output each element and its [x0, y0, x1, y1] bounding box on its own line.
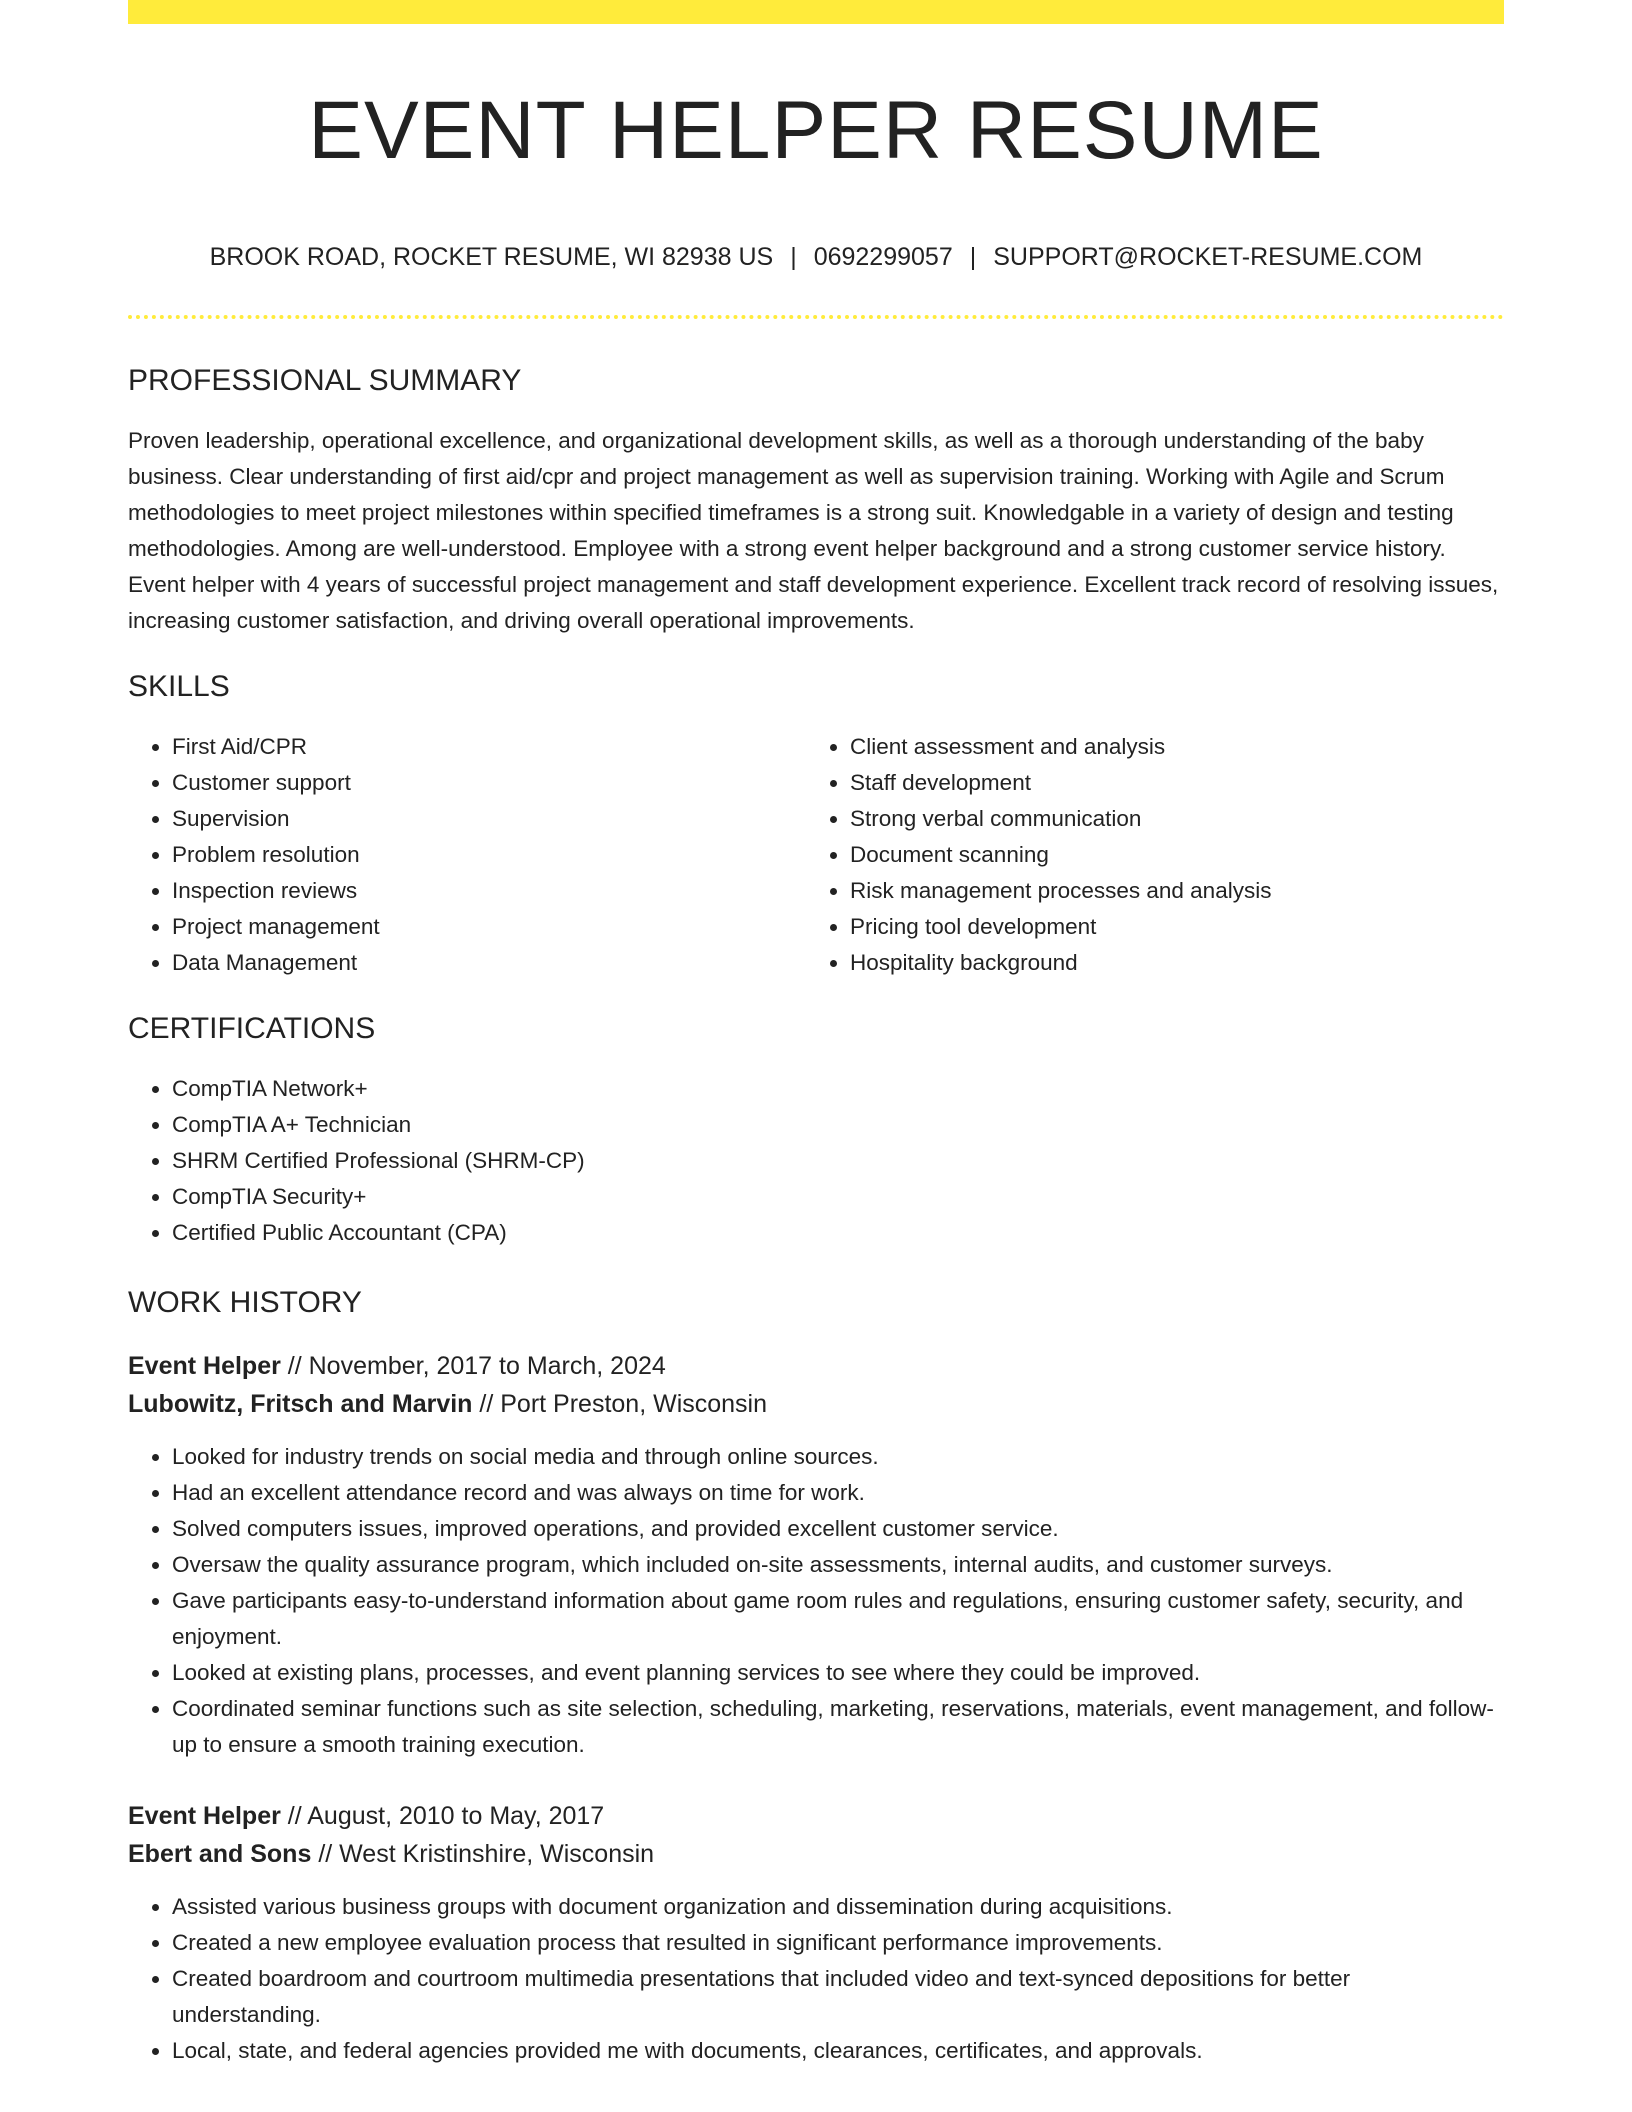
skill-item: • Inspection reviews [172, 873, 806, 909]
job-bullets [128, 1889, 1504, 2069]
skills-column-left [128, 729, 806, 981]
skills-heading: SKILLS [128, 670, 230, 703]
skill-item: • Customer support [172, 765, 806, 801]
work-history-section [128, 1285, 1504, 2069]
work-history-heading: WORK HISTORY [128, 1286, 362, 1319]
job-bullet: • Looked for industry trends on social media and through online sources. [172, 1439, 1504, 1475]
contact-separator: | [790, 243, 797, 271]
certification-item: • CompTIA A+ Technician [172, 1107, 1504, 1143]
skill-item: • Hospitality background [850, 945, 1484, 981]
skills-list-right [806, 729, 1484, 981]
summary-heading: PROFESSIONAL SUMMARY [128, 364, 522, 397]
job-bullet: • Coordinated seminar functions such as site selection, scheduling, marketing, reservations, materials, event management, and follow-up to ensure a smooth training execution. [172, 1691, 1504, 1763]
skill-item: • Supervision [172, 801, 806, 837]
certification-item: • CompTIA Network+ [172, 1071, 1504, 1107]
skills-list-left [128, 729, 806, 981]
job-role-line [128, 1347, 1504, 1385]
skill-item: • Document scanning [850, 837, 1484, 873]
resume-title: EVENT HELPER RESUME [308, 85, 1324, 176]
job-bullet: • Local, state, and federal agencies provided me with documents, clearances, certificates, and approvals. [172, 2033, 1504, 2069]
job-bullet: • Assisted various business groups with document organization and dissemination during acquisitions. [172, 1889, 1504, 1925]
job-bullet: • Had an excellent attendance record and was always on time for work. [172, 1475, 1504, 1511]
job-entry [128, 1347, 1504, 1763]
job-bullet: • Created a new employee evaluation process that resulted in significant performance improvements. [172, 1925, 1504, 1961]
top-accent-bar [128, 0, 1504, 24]
skill-item: • First Aid/CPR [172, 729, 806, 765]
job-dates: // November, 2017 to March, 2024 [280, 1352, 666, 1380]
summary-text: Proven leadership, operational excellence, and organizational development skills, as well as a thorough understanding of the baby business. Clear understanding of first aid/cpr and project management as well as supervision training. Working with Agile and Scrum methodologies to meet project milestones within specified timeframes is a strong suit. Knowledgable in a variety of design and testing methodologies. Among are well-understood. Employee with a strong event helper background and a strong customer service history. Event helper with 4 years of successful project management and staff development experience. Excellent track record of resolving issues, increasing customer satisfaction, and driving overall operational improvements. [128, 428, 1499, 633]
skill-item: • Project management [172, 909, 806, 945]
job-company: Ebert and Sons [128, 1840, 312, 1868]
certifications-section [128, 1011, 1504, 1251]
contact-separator: | [969, 243, 977, 271]
contact-line [128, 241, 1504, 273]
job-role-line [128, 1797, 1504, 1835]
skills-section [128, 669, 1504, 981]
job-bullets-wrap [128, 1439, 1504, 1763]
skill-item: • Staff development [850, 765, 1484, 801]
summary-section [128, 363, 1504, 639]
certifications-list [128, 1071, 1504, 1251]
certification-item: • CompTIA Security+ [172, 1179, 1504, 1215]
job-role: Event Helper [128, 1352, 281, 1380]
skill-item: • Strong verbal communication [850, 801, 1484, 837]
job-bullet: • Created boardroom and courtroom multimedia presentations that included video and text-synced depositions for better understanding. [172, 1961, 1504, 2033]
job-bullet: • Solved computers issues, improved operations, and provided excellent customer service. [172, 1511, 1504, 1547]
job-bullet: • Looked at existing plans, processes, and event planning services to see where they could be improved. [172, 1655, 1504, 1691]
job-bullets-wrap [128, 1889, 1504, 2069]
certifications-heading: CERTIFICATIONS [128, 1012, 376, 1045]
job-company-line [128, 1385, 1504, 1423]
job-location: // Port Preston, Wisconsin [472, 1390, 768, 1418]
skill-item: • Risk management processes and analysis [850, 873, 1484, 909]
certification-item: • SHRM Certified Professional (SHRM-CP) [172, 1143, 1504, 1179]
job-bullet: • Gave participants easy-to-understand information about game room rules and regulations, ensuring customer safety, security, and enjoyment. [172, 1583, 1504, 1655]
contact-phone: 0692299057 [813, 243, 953, 271]
skill-item: • Client assessment and analysis [850, 729, 1484, 765]
contact-email[interactable]: SUPPORT@ROCKET-RESUME.COM [993, 243, 1423, 271]
job-entry [128, 1797, 1504, 2069]
dotted-divider [128, 315, 1504, 319]
skill-item: • Data Management [172, 945, 806, 981]
job-company: Lubowitz, Fritsch and Marvin [128, 1390, 473, 1418]
job-role: Event Helper [128, 1802, 281, 1830]
job-company-line [128, 1835, 1504, 1873]
certifications-list-wrap [128, 1071, 1504, 1251]
skills-grid [128, 729, 1504, 981]
skill-item: • Problem resolution [172, 837, 806, 873]
job-bullet: • Oversaw the quality assurance program, which included on-site assessments, internal audits, and customer surveys. [172, 1547, 1504, 1583]
skills-column-right [806, 729, 1484, 981]
contact-address: BROOK ROAD, ROCKET RESUME, WI 82938 US [209, 243, 774, 271]
job-bullets [128, 1439, 1504, 1763]
skill-item: • Pricing tool development [850, 909, 1484, 945]
job-dates: // August, 2010 to May, 2017 [280, 1802, 605, 1830]
certification-item: • Certified Public Accountant (CPA) [172, 1215, 1504, 1251]
resume-page [128, 0, 1504, 2069]
job-location: // West Kristinshire, Wisconsin [311, 1840, 655, 1868]
